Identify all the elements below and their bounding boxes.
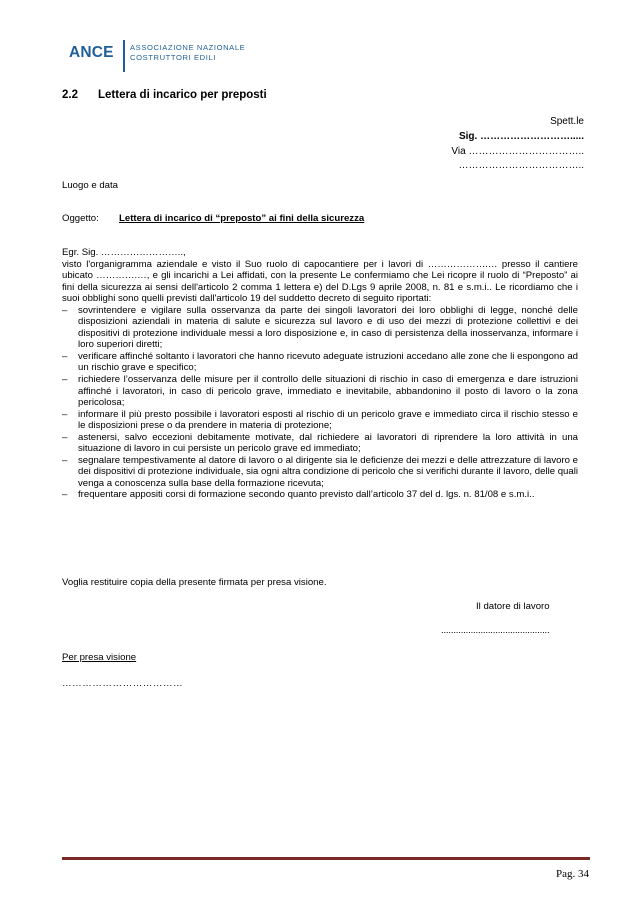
logo-line-2: COSTRUTTORI EDILI — [130, 53, 217, 62]
logo-divider — [123, 40, 125, 72]
dash-marker: – — [62, 431, 68, 443]
list-item-text: segnalare tempestivamente al datore di lavoro o al dirigente sia le deficienze dei mezzi e delle attrezzature di lavoro e dei dispositivi di protezione individuale, sia ogni altra condizione di pericolo che si verifichi durante il lavoro, delle quali venga a conoscenza sulla base della formazione ricevuta; — [78, 454, 578, 489]
dash-marker: – — [62, 489, 68, 501]
list-item-text: richiedere l’osservanza delle misure per il controllo delle situazioni di rischio in caso di emergenza e dare istruzioni affinché i lavoratori, in caso di pericolo grave, immediato e inevitabile, abbandonino il posto di lavoro o la zona pericolosa; — [78, 374, 578, 409]
intro-paragraph: visto l'organigramma aziendale e visto il Suo ruolo di capocantiere per i lavori di ……………….… presso il cantiere ubicato ………….…, e gli incarichi a Lei affidati, con la presente Le confermiamo che Lei ricopre il ruolo di “Preposto” ai fini della sicurezza ai sensi dell'articolo 2 comma 1 lettera e) del D.Lgs 9 aprile 2008, n. 81 e s.m.i.. Le ricordiamo che i suoi obblighi sono quelli previsti dall'articolo 19 del suddetto decreto di seguito riportati: — [62, 258, 578, 305]
acknowledgement-label: Per presa visione — [62, 652, 137, 663]
dash-marker: – — [62, 454, 68, 466]
list-item — [62, 409, 578, 432]
closing-sentence: Voglia restituire copia della presente firmata per presa visione. — [62, 577, 327, 588]
footer-rule — [62, 857, 590, 860]
list-item — [62, 489, 578, 501]
ance-logo — [69, 38, 246, 74]
list-item-text: astenersi, salvo eccezioni debitamente motivate, dal richiedere ai lavoratori di riprendere la loro attività in una situazione di lavoro in cui persiste un pericolo grave ed immediato; — [78, 431, 578, 455]
place-and-date: Luogo e data — [62, 180, 119, 191]
employer-signature-line: ............................................ — [441, 625, 550, 636]
list-item — [62, 351, 578, 374]
letter-body — [62, 247, 578, 501]
recipient-name: Sig. ………………………..... — [458, 131, 584, 142]
list-item-text: frequentare appositi corsi di formazione secondo quanto previsto dall’articolo 37 del d. lgs. n. 81/08 e s.m.i.. — [78, 489, 535, 501]
employer-label: Il datore di lavoro — [476, 601, 550, 612]
list-item — [62, 374, 578, 409]
page-number: Pag. 34 — [556, 868, 589, 880]
logo-line-1: ASSOCIAZIONE NAZIONALE — [130, 43, 246, 52]
dash-marker: – — [62, 408, 68, 420]
list-item — [62, 305, 578, 351]
recipient-address: ……………………………….. — [458, 160, 584, 171]
list-item-text: verificare affinché soltanto i lavoratori che hanno ricevuto adeguate istruzioni accedano alle zone che li espongono ad un rischio grave e specifico; — [78, 350, 578, 374]
dash-marker: – — [62, 374, 68, 386]
list-item — [62, 432, 578, 455]
subject-label: Oggetto: — [62, 213, 99, 224]
dash-marker: – — [62, 350, 68, 362]
section-number: 2.2 — [62, 89, 78, 101]
recipient-salutation: Spett.le — [550, 116, 584, 127]
list-item-text: informare il più presto possibile i lavoratori esposti al rischio di un pericolo grave e immediato circa il rischio stesso e le disposizioni prese o da prendere in materia di protezione; — [78, 408, 578, 432]
section-title: Lettera di incarico per preposti — [98, 89, 267, 101]
logo-brand: ANCE — [69, 44, 114, 61]
salutation: Egr. Sig. …………………….., — [62, 247, 186, 258]
list-item — [62, 455, 578, 490]
dash-marker: – — [62, 304, 68, 316]
acknowledgement-signature-line: ……………………………… — [62, 678, 184, 689]
subject-text: Lettera di incarico di “preposto” ai fini della sicurezza — [119, 213, 365, 224]
obligations-list — [62, 305, 578, 501]
list-item-text: sovrintendere e vigilare sulla osservanza da parte dei singoli lavoratori dei loro obblighi di legge, nonché delle disposizioni aziendali in materia di salute e sicurezza sul lavoro e di uso dei mezzi di protezione collettivi e dei dispositivi di protezione individuale messi a loro disposizione e, in caso di persistenza della inosservanza, informare i loro superiori diretti; — [78, 304, 578, 351]
recipient-street: Via …………………………….. — [451, 146, 584, 157]
